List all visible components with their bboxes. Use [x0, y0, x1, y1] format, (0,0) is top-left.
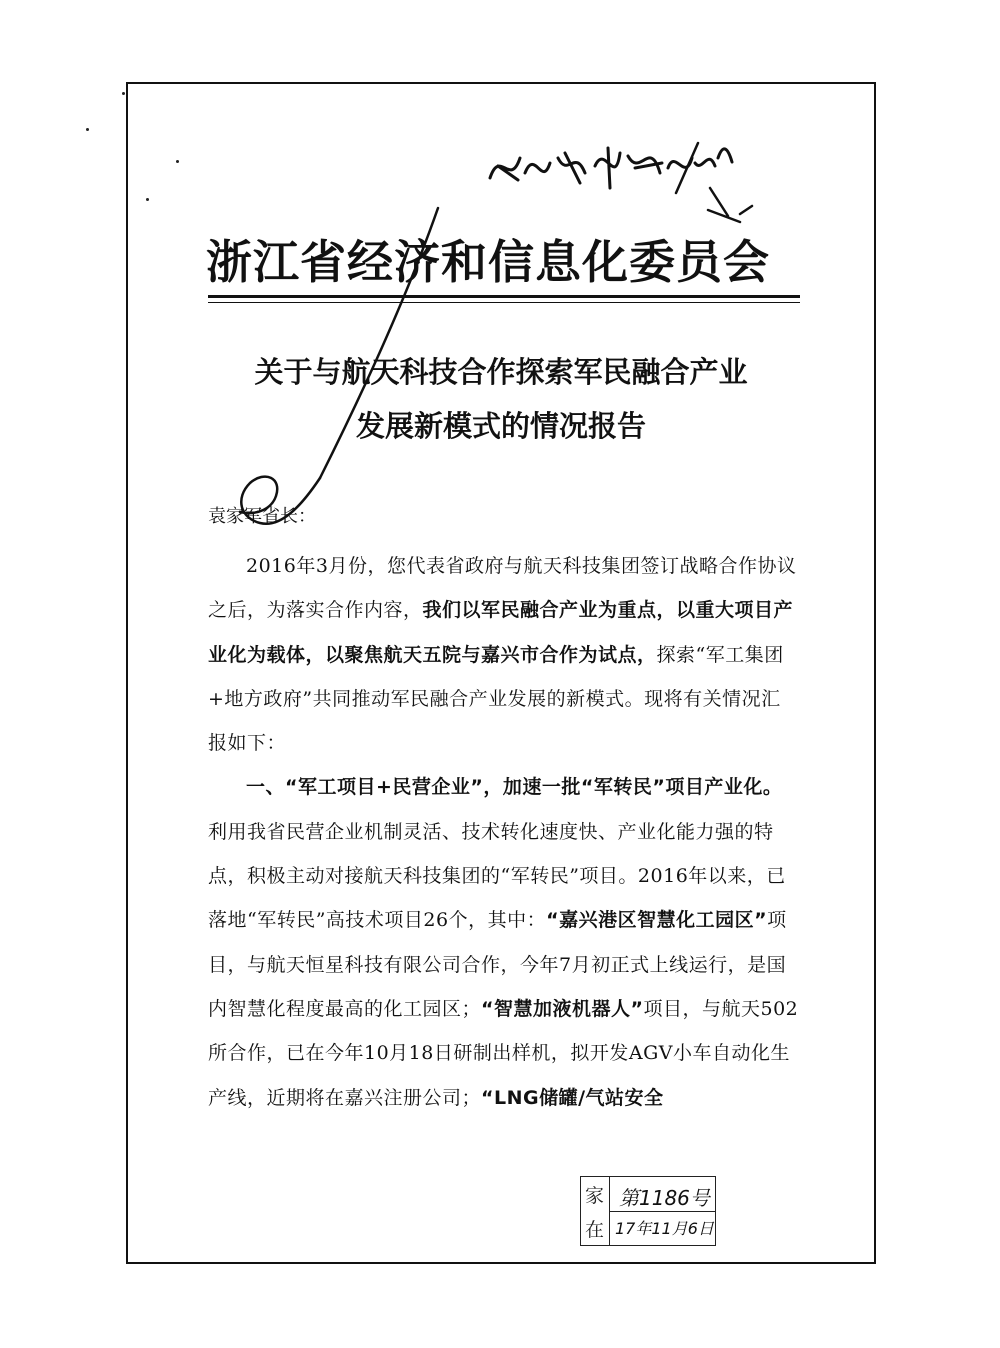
stamp-number: 第1186号 — [619, 1186, 710, 1210]
scan-speck — [146, 198, 149, 201]
project-3-name: “LNG储罐/气站安全 — [481, 1086, 664, 1109]
scan-speck — [86, 128, 89, 131]
stamp-divider — [609, 1211, 715, 1212]
handwritten-instruction — [470, 118, 770, 238]
stamp-label-bottom: 在 — [585, 1219, 605, 1241]
intro-bold-text: 我们以军民融合产业为重点，以重大项目产业化为载体，以聚焦航天五院与嘉兴市合作为试点， — [208, 599, 794, 666]
stamp-label-top: 家 — [585, 1185, 605, 1207]
section-1-text: 利用我省民营企业机制灵活、技术转化速度快、产业化能力强的特点，积极主动对接航天科技集团的“军转民”项目。2016年以来，已落地“军转民”高技术项目26个，其中： — [208, 820, 786, 932]
project-2-text: 项目，与航天502所合作，已在今年10月18日研制出样机，拟开发AGV小车自动化生产线，近期将在嘉兴注册公司； — [208, 997, 799, 1109]
report-title-line2: 发展新模式的情况报告 — [355, 409, 646, 443]
stamp-date: 17年11月6日 — [615, 1219, 714, 1238]
scan-speck — [122, 92, 125, 95]
intro-end-text: 探索“军工集团+地方政府”共同推动军民融合产业发展的新模式。现将有关情况汇报如下： — [208, 643, 784, 755]
report-body — [208, 544, 800, 1120]
report-title-line1: 关于与航天科技合作探索军民融合产业 — [254, 355, 748, 389]
project-1-text: 项目，与航天恒星科技有限公司合作，今年7月初正式上线运行，是国内智慧化程度最高的化工园区； — [208, 909, 787, 1020]
paragraph-section-1 — [208, 765, 800, 1119]
organization-name: 浙江省经济和信息化委员会 — [206, 235, 770, 289]
section-1-heading: 一、“军工项目+民营企业”，加速一批“军转民”项目产业化。 — [246, 776, 783, 799]
handwritten-signature-stroke — [180, 178, 500, 558]
scan-speck — [176, 160, 179, 163]
project-2-name: “智慧加液机器人” — [481, 997, 644, 1020]
registration-stamp — [580, 1176, 716, 1246]
project-1-name: “嘉兴港区智慧化工园区” — [546, 909, 768, 932]
intro-text: 2016年3月份，您代表省政府与航天科技集团签订战略合作协议之后，为落实合作内容， — [208, 555, 797, 622]
salutation: 袁家军省长： — [208, 506, 316, 527]
paragraph-intro — [208, 544, 800, 765]
